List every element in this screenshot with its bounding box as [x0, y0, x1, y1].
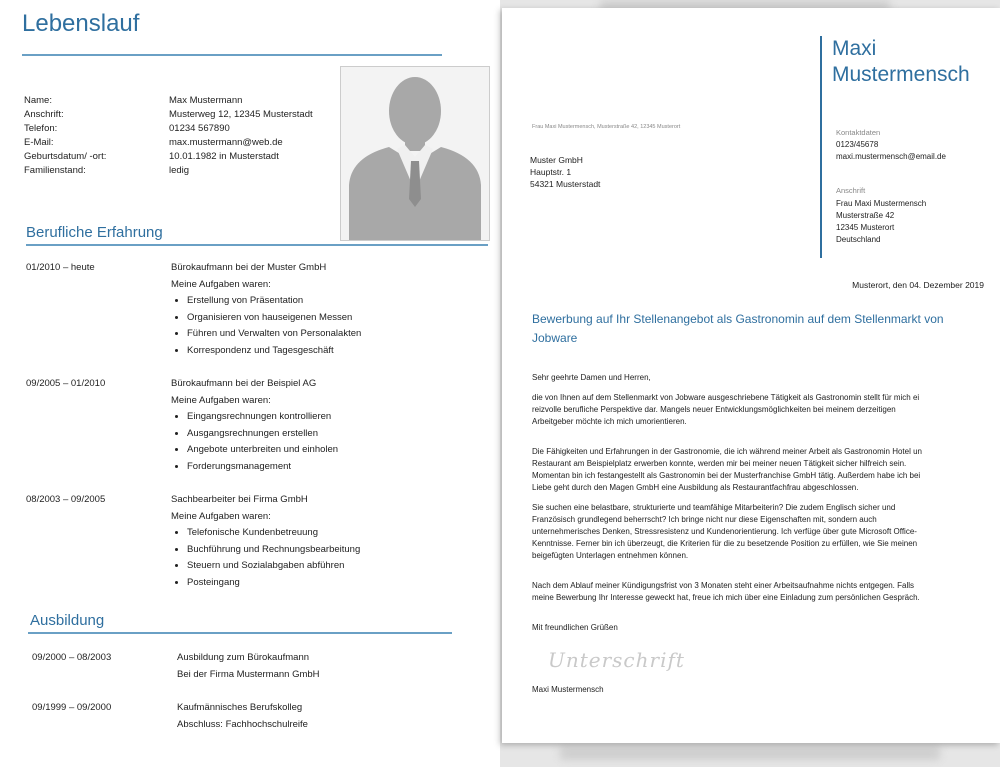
personal-value: Max Mustermann	[169, 95, 243, 106]
paragraph	[532, 446, 1000, 494]
salutation: Sehr geehrte Damen und Herren,	[532, 373, 651, 382]
entry-line: Ausbildung zum Bürokaufmann	[177, 652, 310, 663]
text-line: unternehmerisches Denken, Stressresistenz und Kundenorientierung. Ich verfüge über gute Microsoft Office-	[532, 527, 917, 536]
personal-row	[24, 136, 344, 150]
cv-title: Lebenslauf	[22, 10, 140, 37]
task-item: • Organisieren von hauseigenen Messen	[187, 310, 361, 327]
paragraph	[532, 502, 1000, 562]
experience-entry	[26, 260, 486, 359]
task-item: • Korrespondenz und Tagesgeschäft	[187, 343, 361, 360]
text-line: Die Fähigkeiten und Erfahrungen in der Gastronomie, die ich während meiner Arbeit als Gastronomin Hotel un	[532, 447, 922, 456]
sender-address	[836, 198, 926, 246]
entry-subtitle: Meine Aufgaben waren:	[171, 278, 271, 290]
text-line: meine Bewerbung Ihr Interesse geweckt hat, freue ich mich über eine Einladung zum persönlichen Gespräch.	[532, 593, 920, 602]
contact-line: maxi.mustermensch@email.de	[836, 152, 946, 161]
letter-subject	[532, 310, 992, 348]
personal-details	[24, 94, 344, 178]
task-item: • Telefonische Kundenbetreuung	[187, 525, 360, 542]
closing: Mit freundlichen Grüßen	[532, 623, 618, 632]
personal-label: Anschrift:	[24, 109, 64, 120]
entry-details	[171, 260, 361, 359]
task-list	[171, 525, 360, 591]
personal-label: E-Mail:	[24, 137, 54, 148]
experience-entry	[26, 492, 486, 591]
recipient-address	[530, 154, 600, 190]
address-line: Musterstraße 42	[836, 211, 895, 220]
section-title-education: Ausbildung	[30, 612, 105, 629]
subject-line: Bewerbung auf Ihr Stellenangebot als Gastronomin auf dem Stellenmarkt von	[532, 312, 944, 326]
entry-title: Bürokaufmann bei der Muster GmbH	[171, 262, 327, 273]
entry-line: Bei der Firma Mustermann GmbH	[177, 668, 320, 680]
text-line: beigefügten Unterlagen entnehmen können.	[532, 551, 689, 560]
task-item: • Führen und Verwalten von Personalakten	[187, 326, 361, 343]
address-line: Frau Maxi Mustermensch	[836, 199, 927, 208]
personal-label: Name:	[24, 95, 52, 106]
text-line: Restaurant am Beispielplatz erwerben konnte, werden mir bei meiner neuen Tätigkeit sicher hilfreich sein.	[532, 459, 907, 468]
signature: Unterschrift	[548, 648, 685, 672]
task-item: • Forderungsmanagement	[187, 459, 338, 476]
applicant-name	[832, 36, 970, 88]
entry-date: 09/2005 – 01/2010	[26, 378, 106, 389]
address-line: 12345 Musterort	[836, 223, 895, 232]
text-line: Nach dem Ablauf meiner Kündigungsfrist von 3 Monaten steht einer Arbeitsaufnahme nichts entgegen. Falls	[532, 581, 915, 590]
text-line: Sie suchen eine belastbare, strukturierte und teamfähige Mitarbeiterin? Die zudem Englisch sicher und	[532, 503, 896, 512]
contact-details	[836, 139, 946, 163]
personal-value: 10.01.1982 in Musterstadt	[169, 151, 279, 162]
entry-subtitle: Meine Aufgaben waren:	[171, 394, 271, 406]
contact-line: 0123/45678	[836, 140, 879, 149]
text-line: Momentan bin ich festangestellt als Gastronomin bei der Musterfranchise GmbH tätig. Außerdem habe ich bei	[532, 471, 921, 480]
personal-row	[24, 94, 344, 108]
task-item: • Eingangsrechnungen kontrollieren	[187, 409, 338, 426]
task-item: • Buchführung und Rechnungsbearbeitung	[187, 542, 360, 559]
entry-date: 09/1999 – 09/2000	[32, 702, 112, 713]
sender-return-line: Frau Maxi Mustermensch, Musterstraße 42, 12345 Musterort	[532, 124, 681, 130]
personal-row	[24, 108, 344, 122]
text-line: reizvolle berufliche Perspektive dar. Mangels neuer Entwicklungsmöglichkeiten bei meinem derzeitigen	[532, 405, 896, 414]
personal-row	[24, 150, 344, 164]
address-line: Deutschland	[836, 235, 881, 244]
text-line: Liebe geht durch den Magen GmbH eine Ausbildung als Restaurantfachfrau abgeschlossen.	[532, 483, 859, 492]
task-item: • Steuern und Sozialabgaben abführen	[187, 558, 360, 575]
entry-date: 08/2003 – 09/2005	[26, 494, 106, 505]
personal-label: Geburtsdatum/ -ort:	[24, 151, 107, 162]
entry-details	[177, 650, 320, 683]
signoff-name: Maxi Mustermensch	[532, 685, 604, 694]
address-line: Hauptstr. 1	[530, 167, 572, 177]
section-rule	[28, 632, 452, 634]
address-line: Muster GmbH	[530, 155, 583, 165]
task-item: • Posteingang	[187, 575, 360, 592]
paragraph	[532, 580, 1000, 604]
personal-value: max.mustermann@web.de	[169, 137, 283, 148]
entry-subtitle: Meine Aufgaben waren:	[171, 510, 271, 522]
entry-line: Abschluss: Fachhochschulreife	[177, 718, 308, 730]
address-label: Anschrift	[836, 186, 866, 195]
personal-label: Familienstand:	[24, 165, 86, 176]
entry-date: 01/2010 – heute	[26, 262, 95, 273]
task-item: • Ausgangsrechnungen erstellen	[187, 426, 338, 443]
text-line: Französisch grundlegend beherrscht? Ich bringe nicht nur diese Eigenschaften mit, sondern auch	[532, 515, 877, 524]
entry-details	[171, 376, 338, 475]
task-item: • Erstellung von Präsentation	[187, 293, 361, 310]
entry-details	[171, 492, 360, 591]
task-item: • Angebote unterbreiten und einholen	[187, 442, 338, 459]
name-line: Maxi	[832, 37, 877, 60]
contact-label: Kontaktdaten	[836, 128, 881, 137]
address-line: 54321 Musterstadt	[530, 179, 601, 189]
background-blur	[560, 746, 940, 760]
personal-value: ledig	[169, 165, 190, 176]
personal-value: Musterweg 12, 12345 Musterstadt	[169, 109, 313, 120]
subject-line: Jobware	[532, 331, 578, 345]
entry-line: Kaufmännisches Berufskolleg	[177, 702, 303, 713]
personal-row	[24, 122, 344, 136]
entry-title: Bürokaufmann bei der Beispiel AG	[171, 378, 317, 389]
person-silhouette-icon	[341, 67, 489, 240]
entry-details	[177, 700, 308, 733]
personal-label: Telefon:	[24, 123, 58, 134]
task-list	[171, 409, 338, 475]
letter-page	[502, 8, 1000, 743]
paragraph	[532, 392, 1000, 428]
text-line: die von Ihnen auf dem Stellenmarkt von Jobware ausgeschriebene Tätigkeit als Gastronomin stellt für mich ei	[532, 393, 920, 402]
task-list	[171, 293, 361, 359]
section-title-experience: Berufliche Erfahrung	[26, 224, 163, 241]
personal-value: 01234 567890	[169, 123, 230, 134]
education-entry	[32, 650, 492, 683]
entry-title: Sachbearbeiter bei Firma GmbH	[171, 494, 308, 505]
experience-entry	[26, 376, 486, 475]
section-rule	[26, 244, 488, 246]
title-rule	[22, 54, 442, 56]
personal-row	[24, 164, 344, 178]
text-line: Arbeitgeber möchte ich mich umorientieren.	[532, 417, 687, 426]
name-line: Mustermensch	[832, 63, 970, 86]
profile-photo-placeholder	[340, 66, 490, 241]
education-entry	[32, 700, 492, 733]
accent-bar	[820, 36, 822, 258]
entry-date: 09/2000 – 08/2003	[32, 652, 112, 663]
letter-date: Musterort, den 04. Dezember 2019	[852, 280, 984, 290]
text-line: Kenntnisse. Ferner bin ich überzeugt, die Kriterien für die zu besetzende Position zu erfüllen, wie Sie meinen	[532, 539, 918, 548]
